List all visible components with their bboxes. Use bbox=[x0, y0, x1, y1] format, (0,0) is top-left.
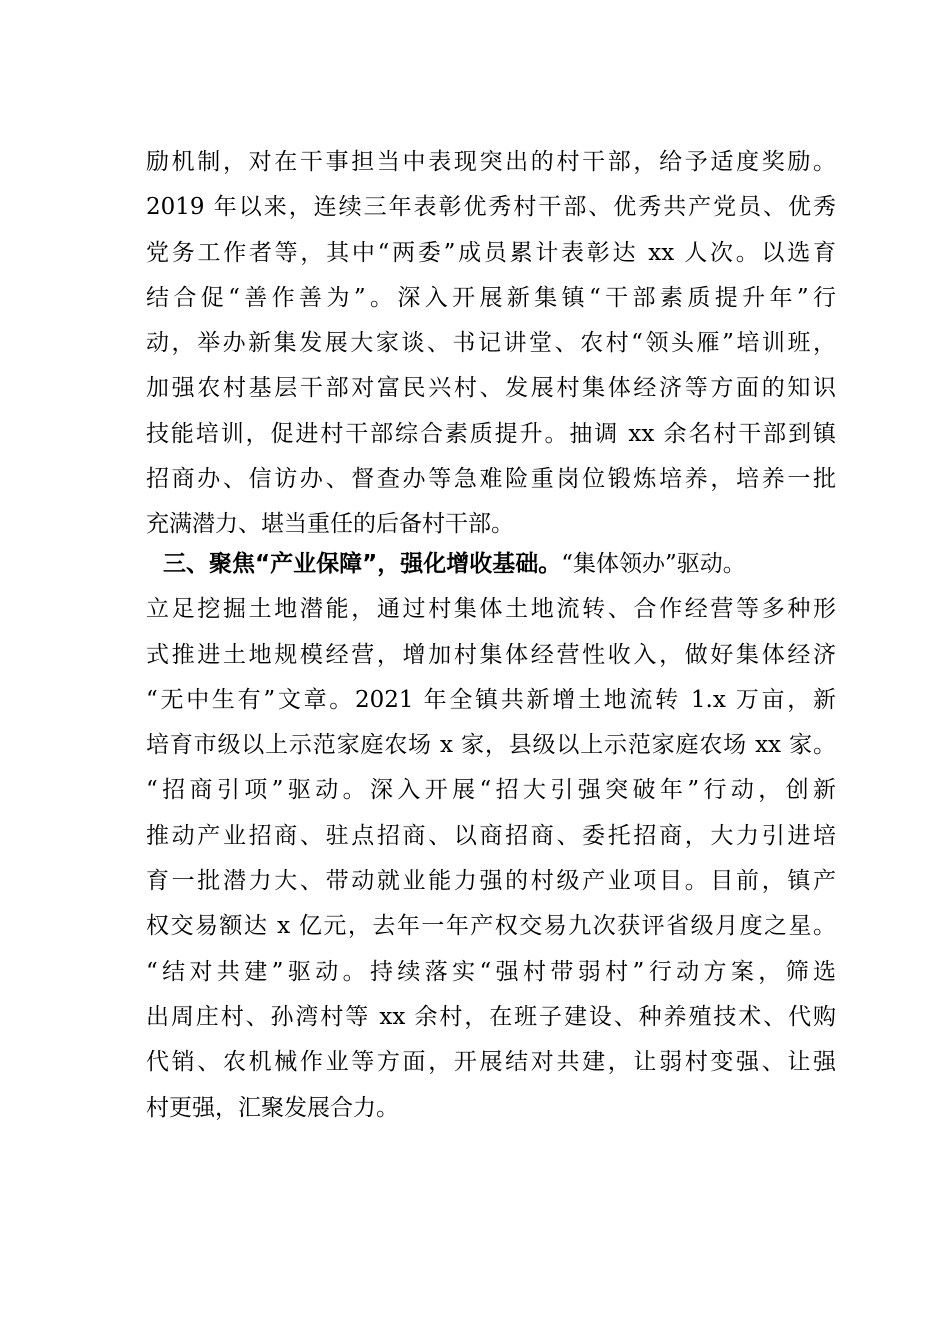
paragraph-line: “无中生有”文章。2021 年全镇共新增土地流转 1.x 万亩，新 bbox=[146, 686, 836, 713]
section-heading-line bbox=[146, 542, 836, 587]
paragraph-line: “结对共建”驱动。持续落实“强村带弱村”行动方案，筛选 bbox=[146, 958, 836, 985]
paragraph-line: 村更强，汇聚发展合力。 bbox=[146, 1094, 399, 1121]
paragraph-line: 2019 年以来，连续三年表彰优秀村干部、优秀共产党员、优秀 bbox=[146, 194, 836, 221]
paragraph-line: “招商引项”驱动。深入开展“招大引强突破年”行动，创新 bbox=[146, 777, 836, 804]
paragraph-line: 技能培训，促进村干部综合素质提升。抽调 xx 余名村干部到镇 bbox=[146, 420, 836, 447]
paragraph-incentive-mechanism bbox=[146, 140, 836, 548]
paragraph-line: 结合促“善作善为”。深入开展新集镇“干部素质提升年”行 bbox=[146, 284, 836, 311]
section-first-sentence: “集体领办”驱动。 bbox=[561, 551, 746, 577]
paragraph-line: 立足挖掘土地潜能，通过村集体土地流转、合作经营等多种形 bbox=[146, 596, 836, 623]
paragraph-line: 代销、农机械作业等方面，开展结对共建，让弱村变强、让强 bbox=[146, 1049, 836, 1076]
paragraph-line: 充满潜力、堪当重任的后备村干部。 bbox=[146, 511, 514, 538]
paragraph-line: 育一批潜力大、带动就业能力强的村级产业项目。目前，镇产 bbox=[146, 868, 836, 895]
paragraph-line: 党务工作者等，其中“两委”成员累计表彰达 xx 人次。以选育 bbox=[146, 239, 836, 266]
paragraph-industry-support bbox=[146, 542, 836, 1131]
paragraph-line: 出周庄村、孙湾村等 xx 余村，在班子建设、种养殖技术、代购 bbox=[146, 1003, 836, 1030]
paragraph-line: 招商办、信访办、督查办等急难险重岗位锻炼培养，培养一批 bbox=[146, 466, 836, 493]
paragraph-line: 动，举办新集发展大家谈、书记讲堂、农村“领头雁”培训班， bbox=[146, 330, 836, 357]
paragraph-line: 推动产业招商、驻点招商、以商招商、委托招商，大力引进培 bbox=[146, 822, 836, 849]
section-heading: 三、聚焦“产业保障”，强化增收基础。 bbox=[163, 551, 562, 577]
paragraph-line: 培育市级以上示范家庭农场 x 家，县级以上示范家庭农场 xx 家。 bbox=[146, 732, 836, 759]
paragraph-line: 权交易额达 x 亿元，去年一年产权交易九次获评省级月度之星。 bbox=[146, 913, 836, 940]
paragraph-line: 励机制，对在干事担当中表现突出的村干部，给予适度奖励。 bbox=[146, 149, 836, 175]
paragraph-line: 式推进土地规模经营，增加村集体经营性收入，做好集体经济 bbox=[146, 641, 836, 668]
paragraph-line: 加强农村基层干部对富民兴村、发展村集体经济等方面的知识 bbox=[146, 375, 836, 402]
